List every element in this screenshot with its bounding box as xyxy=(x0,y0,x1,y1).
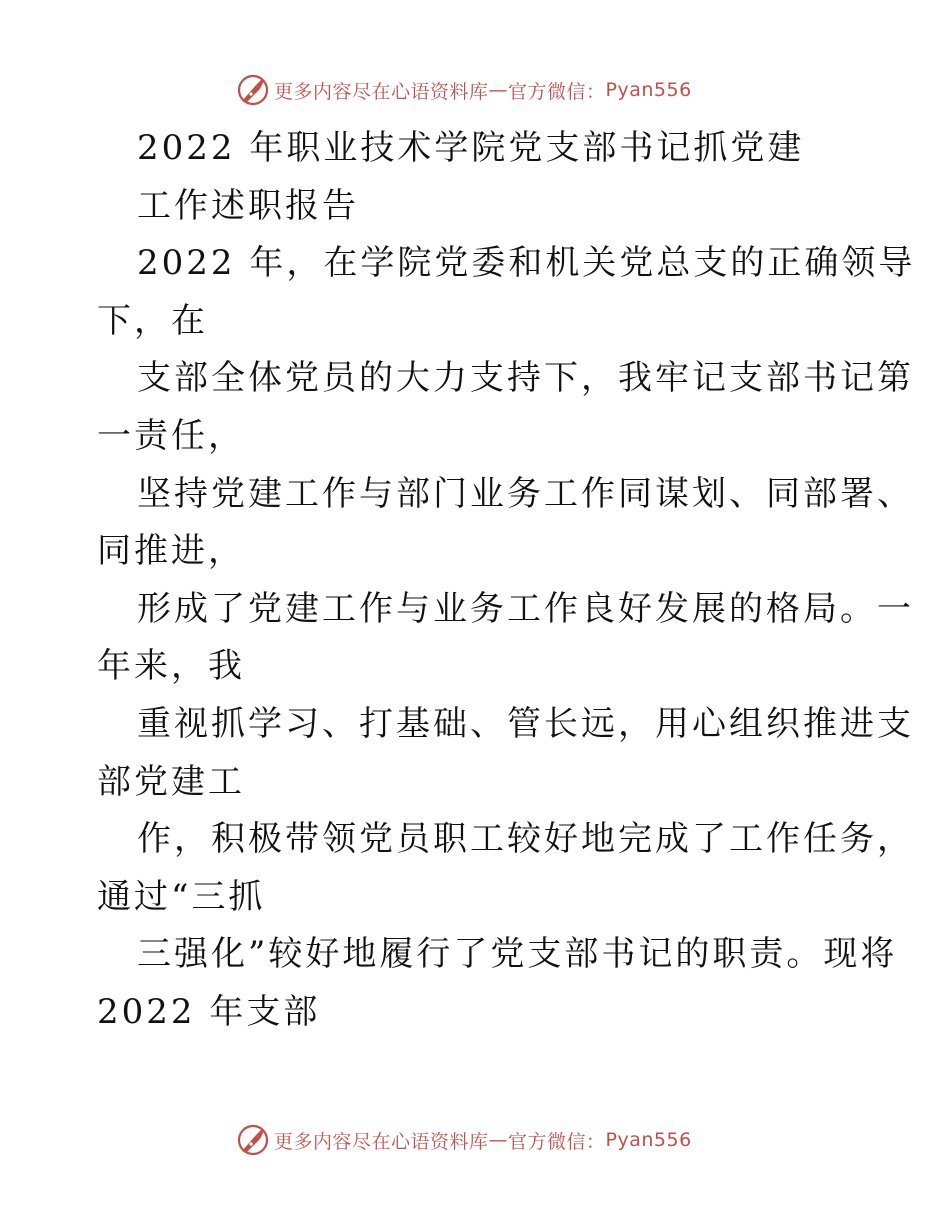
paragraph-line: 同推进， xyxy=(97,531,245,572)
paragraph-line: 部党建工 xyxy=(97,761,245,802)
footer-watermark xyxy=(236,1122,692,1158)
banner-separator: — xyxy=(488,1129,509,1151)
paragraph-line: 2022 年，在学院党委和机关党总支的正确领导 xyxy=(137,243,916,284)
banner-main-text: 更多内容尽在心语资料库 xyxy=(274,1130,489,1153)
paragraph-line: 支部全体党员的大力支持下，我牢记支部书记第 xyxy=(137,358,914,399)
title-line-2: 工作述职报告 xyxy=(137,185,359,226)
banner-wechat-label: 官方微信： xyxy=(508,80,606,103)
document-body xyxy=(97,120,916,1042)
pen-nib-logo-icon xyxy=(236,1123,270,1157)
banner-main-text: 更多内容尽在心语资料库 xyxy=(274,80,489,103)
header-watermark xyxy=(236,72,692,108)
paragraph-line: 年来，我 xyxy=(97,646,245,687)
banner-wechat-label: 官方微信： xyxy=(508,1130,606,1153)
paragraph-line: 形成了党建工作与业务工作良好发展的格局。一 xyxy=(137,588,914,629)
paragraph-line: 重视抓学习、打基础、管长远，用心组织推进支 xyxy=(137,703,914,744)
banner-separator: — xyxy=(488,79,509,101)
paragraph-line: 三强化”较好地履行了党支部书记的职责。现将 xyxy=(137,934,898,975)
banner-wechat-id: Pyan556 xyxy=(605,79,692,101)
paragraph-line: 通过“三抓 xyxy=(97,876,266,917)
paragraph-line: 坚持党建工作与部门业务工作同谋划、同部署、 xyxy=(137,473,914,514)
pen-nib-logo-icon xyxy=(236,73,270,107)
paragraph-line: 下，在 xyxy=(97,300,208,341)
paragraph-line: 2022 年支部 xyxy=(97,991,321,1032)
banner-wechat-id: Pyan556 xyxy=(605,1129,692,1151)
paragraph-line: 作，积极带领党员职工较好地完成了工作任务， xyxy=(137,819,914,860)
paragraph-line: 一责任， xyxy=(97,415,245,456)
title-line-1: 2022 年职业技术学院党支部书记抓党建 xyxy=(137,128,805,168)
